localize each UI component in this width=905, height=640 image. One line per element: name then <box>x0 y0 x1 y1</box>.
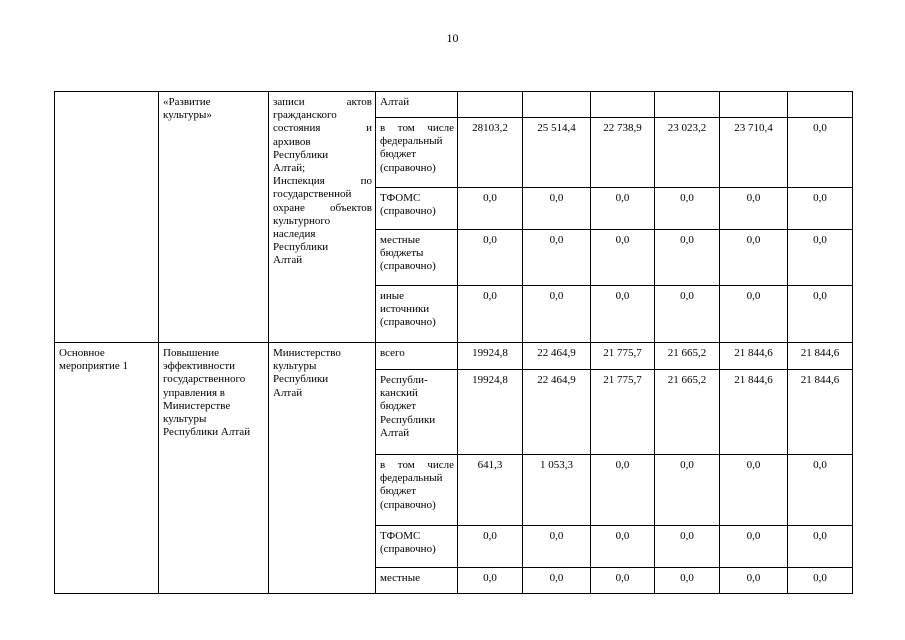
cell-text-line: Министерство <box>273 347 341 359</box>
cell-text-line: Алтай; <box>273 162 306 175</box>
cell-value: 19924,8 <box>458 370 523 455</box>
budget-table-body <box>55 92 853 594</box>
cell-value: 21 844,6 <box>720 343 788 370</box>
cell-value: 21 775,7 <box>591 343 655 370</box>
cell-value: 0,0 <box>788 118 853 188</box>
source-lines <box>380 234 454 274</box>
cell-text-line: Основное <box>59 347 105 359</box>
cell-value: 0,0 <box>788 526 853 568</box>
name-lines <box>163 347 265 439</box>
cell-text-line: Республики Алтай <box>163 426 251 439</box>
cell-text-line: Республики <box>273 241 329 254</box>
cell-text-line: в том числе <box>380 122 454 134</box>
cell-value: 0,0 <box>655 526 720 568</box>
source-lines <box>380 122 454 175</box>
cell-value <box>591 92 655 118</box>
cell-text-line: канский <box>380 387 418 400</box>
source-lines <box>380 290 454 330</box>
table-row <box>55 343 853 370</box>
cell-value: 0,0 <box>591 526 655 568</box>
cell-value: 0,0 <box>720 286 788 343</box>
cell-value: 0,0 <box>788 230 853 286</box>
cell-value: 0,0 <box>523 568 591 594</box>
cell-text-line: (справочно) <box>380 316 436 329</box>
cell-text-line: управления в <box>163 386 225 399</box>
cell-executor <box>269 343 376 594</box>
cell-text-line: архивов <box>273 135 311 148</box>
cell-value: 23 023,2 <box>655 118 720 188</box>
name-lines <box>163 96 265 122</box>
source-lines <box>380 192 454 218</box>
cell-value: 0,0 <box>788 188 853 230</box>
cell-text-line: Алтай <box>380 426 410 439</box>
cell-text-line: Республики <box>273 148 329 161</box>
budget-table <box>54 91 853 594</box>
cell-text-line: Министерстве <box>163 399 231 412</box>
cell-value: 0,0 <box>523 230 591 286</box>
cell-value: 22 464,9 <box>523 370 591 455</box>
cell-text-line: ТФОМС <box>380 192 421 204</box>
cell-text-line: федеральный <box>380 135 443 148</box>
cell-value: 0,0 <box>523 526 591 568</box>
cell-value: 0,0 <box>591 568 655 594</box>
cell-value: 0,0 <box>720 568 788 594</box>
cell-source <box>376 455 458 526</box>
cell-value: 0,0 <box>458 188 523 230</box>
cell-value: 21 844,6 <box>788 343 853 370</box>
cell-value: 0,0 <box>655 230 720 286</box>
executor-lines <box>273 96 372 268</box>
cell-source <box>376 370 458 455</box>
cell-value: 0,0 <box>591 230 655 286</box>
cell-text-line: всего <box>380 347 405 359</box>
cell-text-line: бюджет <box>380 400 416 413</box>
cell-value: 0,0 <box>458 230 523 286</box>
cell-value: 0,0 <box>655 188 720 230</box>
cell-value: 0,0 <box>458 286 523 343</box>
source-lines <box>380 347 454 360</box>
cell-value: 22 738,9 <box>591 118 655 188</box>
cell-text-line: культурного <box>273 214 331 227</box>
cell-text-line: (справочно) <box>380 498 436 511</box>
cell-value: 21 844,6 <box>720 370 788 455</box>
cell-source <box>376 568 458 594</box>
cell-text-line: ТФОМС <box>380 530 421 542</box>
cell-source <box>376 286 458 343</box>
cell-value: 21 665,2 <box>655 343 720 370</box>
cell-text-line: бюджет <box>380 485 416 498</box>
cell-value: 0,0 <box>720 230 788 286</box>
cell-value: 0,0 <box>591 188 655 230</box>
cell-text-line: состояния и <box>273 122 372 135</box>
cell-text-line: (справочно) <box>380 260 436 273</box>
cell-value <box>655 92 720 118</box>
cell-source <box>376 92 458 118</box>
cell-value: 23 710,4 <box>720 118 788 188</box>
cell-text-line: Инспекция по <box>273 175 372 188</box>
cell-value: 0,0 <box>655 455 720 526</box>
cell-text-line: культуры <box>273 360 317 373</box>
cell-code <box>55 343 159 594</box>
cell-name <box>159 92 269 343</box>
cell-text-line: мероприятие 1 <box>59 360 129 373</box>
source-lines <box>380 572 454 585</box>
cell-value <box>788 92 853 118</box>
source-lines <box>380 374 454 440</box>
cell-value: 0,0 <box>458 568 523 594</box>
cell-value <box>458 92 523 118</box>
cell-name <box>159 343 269 594</box>
cell-value: 0,0 <box>720 188 788 230</box>
cell-value: 0,0 <box>720 526 788 568</box>
cell-value <box>720 92 788 118</box>
cell-value: 0,0 <box>788 286 853 343</box>
cell-value: 0,0 <box>655 286 720 343</box>
cell-text-line: Алтай <box>273 386 303 399</box>
cell-value: 21 665,2 <box>655 370 720 455</box>
cell-value: 0,0 <box>458 526 523 568</box>
cell-text-line: записи актов <box>273 96 372 108</box>
source-lines <box>380 530 454 556</box>
cell-text-line: иные <box>380 290 405 302</box>
table-row <box>55 92 853 118</box>
cell-value: 1 053,3 <box>523 455 591 526</box>
code-lines <box>59 347 155 373</box>
cell-value: 641,3 <box>458 455 523 526</box>
cell-text-line: эффективности <box>163 360 236 373</box>
cell-text-line: охране объектов <box>273 201 372 214</box>
cell-value: 0,0 <box>523 188 591 230</box>
cell-value: 25 514,4 <box>523 118 591 188</box>
cell-source <box>376 526 458 568</box>
cell-value: 0,0 <box>591 455 655 526</box>
cell-text-line: Республики <box>380 413 436 426</box>
cell-value: 21 844,6 <box>788 370 853 455</box>
source-lines <box>380 96 454 109</box>
cell-value: 0,0 <box>655 568 720 594</box>
cell-text-line: культуры <box>163 413 207 426</box>
cell-text-line: бюджеты <box>380 247 424 260</box>
cell-text-line: (справочно) <box>380 543 436 556</box>
cell-text-line: в том числе <box>380 459 454 471</box>
cell-code <box>55 92 159 343</box>
executor-lines <box>273 347 372 400</box>
cell-text-line: (справочно) <box>380 161 436 174</box>
cell-source <box>376 118 458 188</box>
cell-value: 19924,8 <box>458 343 523 370</box>
cell-value: 0,0 <box>788 568 853 594</box>
cell-text-line: местные <box>380 234 420 246</box>
cell-executor <box>269 92 376 343</box>
cell-source <box>376 343 458 370</box>
cell-value: 22 464,9 <box>523 343 591 370</box>
cell-value: 21 775,7 <box>591 370 655 455</box>
cell-text-line: гражданского <box>273 109 337 122</box>
cell-text-line: федеральный <box>380 472 443 485</box>
cell-value: 28103,2 <box>458 118 523 188</box>
cell-value: 0,0 <box>788 455 853 526</box>
cell-text-line: Алтай <box>273 254 303 267</box>
cell-text-line: «Развитие <box>163 96 211 108</box>
cell-text-line: Республики <box>273 373 329 386</box>
cell-text-line: культуры» <box>163 109 212 122</box>
cell-text-line: местные <box>380 572 420 584</box>
cell-source <box>376 230 458 286</box>
cell-text-line: Повышение <box>163 347 220 359</box>
cell-text-line: бюджет <box>380 148 416 161</box>
cell-value: 0,0 <box>591 286 655 343</box>
cell-text-line: государственного <box>163 373 246 386</box>
cell-text-line: Алтай <box>380 96 410 108</box>
cell-text-line: источники <box>380 303 430 316</box>
page-number: 10 <box>446 31 459 45</box>
source-lines <box>380 459 454 512</box>
cell-value: 0,0 <box>523 286 591 343</box>
cell-value <box>523 92 591 118</box>
cell-text-line: государственной <box>273 188 352 201</box>
cell-text-line: (справочно) <box>380 205 436 218</box>
cell-source <box>376 188 458 230</box>
cell-value: 0,0 <box>720 455 788 526</box>
cell-text-line: Республи- <box>380 374 428 386</box>
cell-text-line: наследия <box>273 228 316 241</box>
